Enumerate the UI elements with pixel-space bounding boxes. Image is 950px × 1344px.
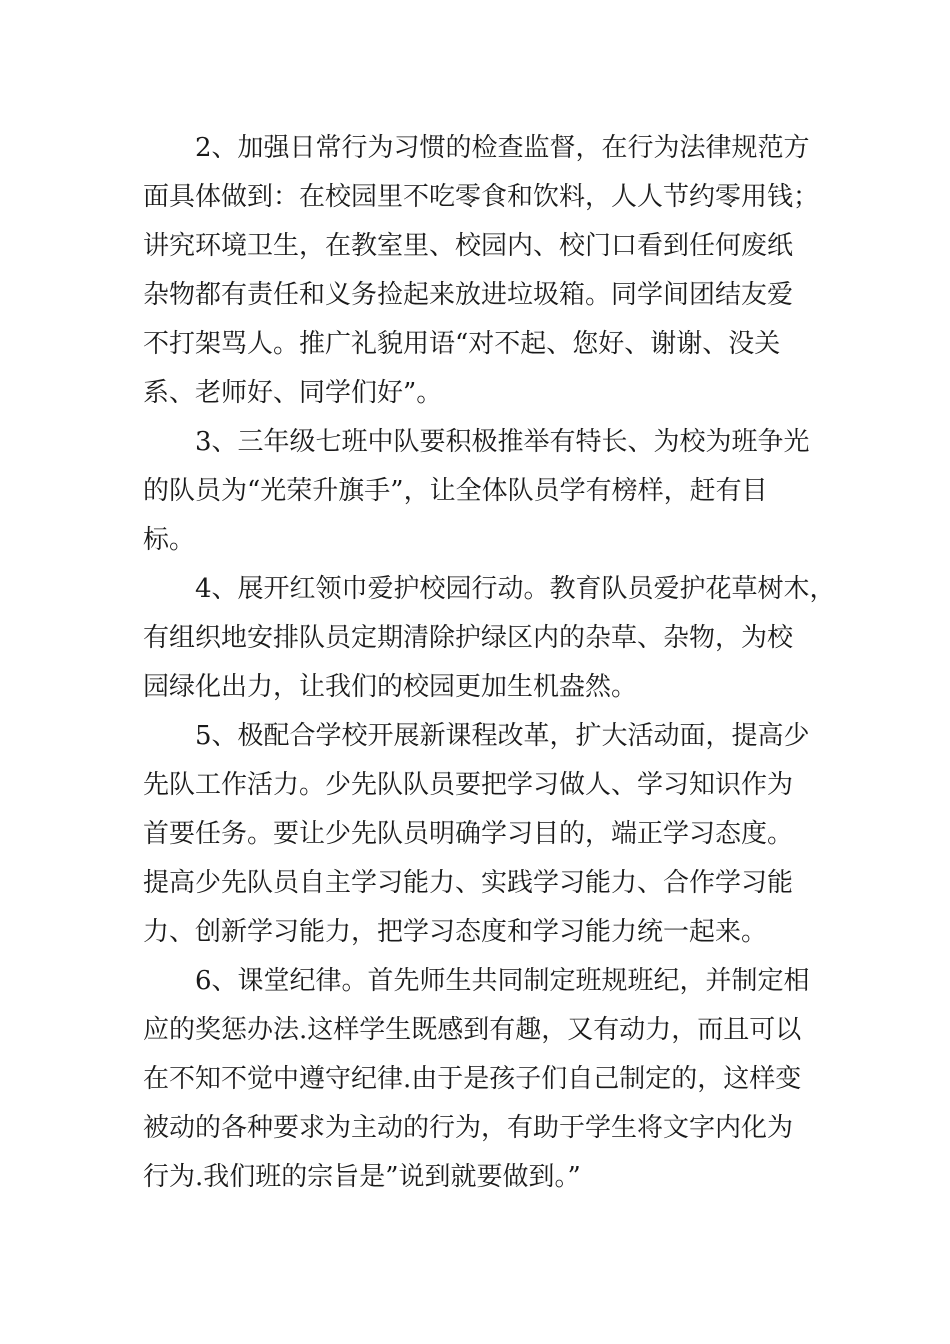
text-line: 6、课堂纪律。首先师生共同制定班规班纪，并制定相 xyxy=(195,966,810,996)
document-body xyxy=(143,124,836,1202)
text-line: 提高少先队员自主学习能力、实践学习能力、合作学习能 xyxy=(143,868,794,898)
text-line: 3、三年级七班中队要积极推举有特长、为校为班争光 xyxy=(195,427,810,457)
paragraph-6 xyxy=(143,957,809,1202)
text-line: 5、极配合学校开展新课程改革，扩大活动面，提高少 xyxy=(195,721,810,751)
text-line: 被动的各种要求为主动的行为，有助于学生将文字内化为 xyxy=(143,1113,794,1143)
text-line: 有组织地安排队员定期清除护绿区内的杂草、杂物，为校 xyxy=(143,623,794,653)
text-line: 园绿化出力，让我们的校园更加生机盎然。 xyxy=(143,672,638,702)
paragraph-4 xyxy=(143,565,836,712)
text-line: 首要任务。要让少先队员明确学习目的，端正学习态度。 xyxy=(143,819,794,849)
paragraph-5 xyxy=(143,712,809,957)
text-line: 4、展开红领巾爱护校园行动。教育队员爱护花草树木， xyxy=(195,574,836,604)
text-line: 在不知不觉中遵守纪律.由于是孩子们自己制定的，这样变 xyxy=(143,1064,802,1094)
text-line: 先队工作活力。少先队队员要把学习做人、学习知识作为 xyxy=(143,770,794,800)
text-line: 系、老师好、同学们好”。 xyxy=(143,378,443,408)
paragraph-2 xyxy=(143,124,820,418)
paragraph-3 xyxy=(143,418,809,565)
text-line: 不打架骂人。推广礼貌用语“对不起、您好、谢谢、没关 xyxy=(143,329,781,359)
text-line: 的队员为“光荣升旗手”，让全体队员学有榜样，赶有目 xyxy=(143,476,768,506)
text-line: 杂物都有责任和义务捡起来放进垃圾箱。同学间团结友爱 xyxy=(143,280,794,310)
text-line: 面具体做到：在校园里不吃零食和饮料，人人节约零用钱； xyxy=(143,182,820,212)
text-line: 标。 xyxy=(143,525,196,555)
text-line: 应的奖惩办法.这样学生既感到有趣，又有动力，而且可以 xyxy=(143,1015,802,1045)
text-line: 讲究环境卫生，在教室里、校园内、校门口看到任何废纸 xyxy=(143,231,794,261)
text-line: 2、加强日常行为习惯的检查监督，在行为法律规范方 xyxy=(195,133,810,163)
text-line: 力、创新学习能力，把学习态度和学习能力统一起来。 xyxy=(143,917,768,947)
text-line: 行为.我们班的宗旨是”说到就要做到。” xyxy=(143,1162,581,1192)
